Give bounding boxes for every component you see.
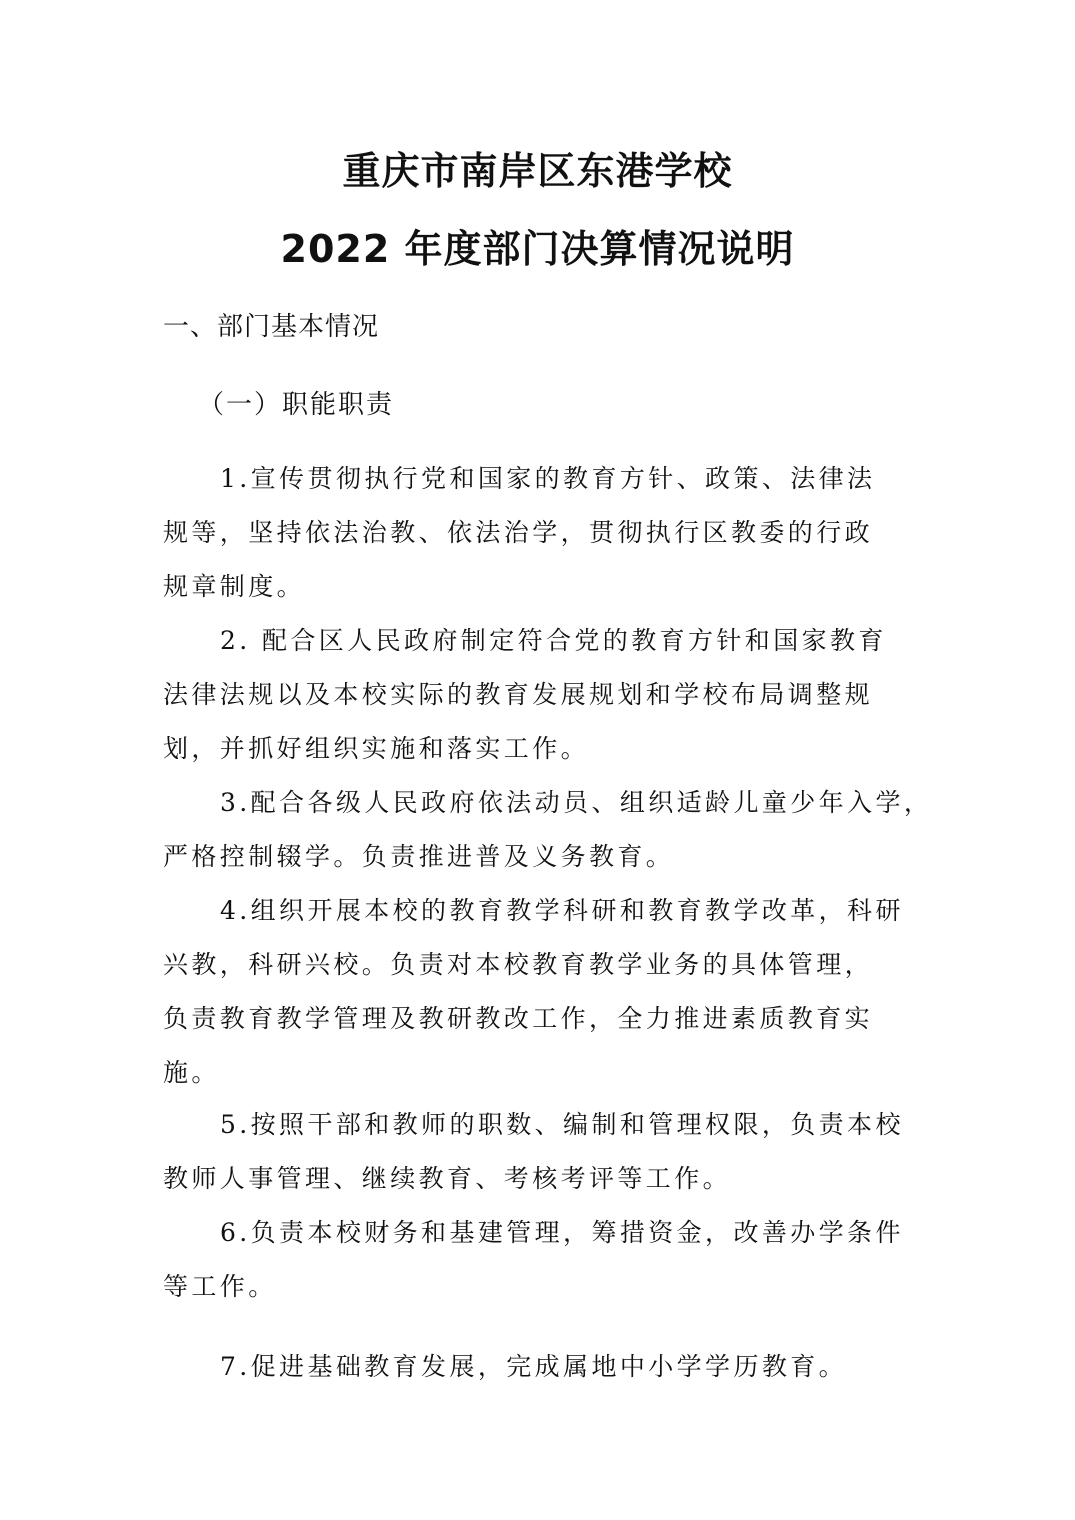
document-title-line-2: 2022 年度部门决算情况说明 [280, 227, 795, 271]
paragraph-1-line-1: 1.宣传贯彻执行党和国家的教育方针、政策、法律法 [220, 464, 876, 493]
paragraph-4-line-4: 施。 [163, 1058, 220, 1087]
paragraph-1-line-3: 规章制度。 [163, 572, 306, 601]
section-heading: 一、部门基本情况 [163, 312, 380, 342]
paragraph-7-line-1: 7.促进基础教育发展，完成属地中小学学历教育。 [220, 1352, 848, 1381]
paragraph-6-line-2: 等工作。 [163, 1272, 277, 1301]
paragraph-5-line-1: 5.按照干部和教师的职数、编制和管理权限，负责本校 [220, 1110, 904, 1139]
subsection-heading: （一）职能职责 [198, 390, 395, 420]
paragraph-3-line-2: 严格控制辍学。负责推进普及义务教育。 [163, 842, 675, 871]
paragraph-5-line-2: 教师人事管理、继续教育、考核考评等工作。 [163, 1164, 732, 1193]
paragraph-2-line-1: 2. 配合区人民政府制定符合党的教育方针和国家教育 [220, 626, 887, 655]
paragraph-6-line-1: 6.负责本校财务和基建管理，筹措资金，改善办学条件 [220, 1218, 904, 1247]
paragraph-4-line-2: 兴教，科研兴校。负责对本校教育教学业务的具体管理， [163, 950, 874, 979]
paragraph-2-line-2: 法律法规以及本校实际的教育发展规划和学校布局调整规 [163, 680, 874, 709]
paragraph-4-line-3: 负责教育教学管理及教研教改工作，全力推进素质教育实 [163, 1004, 874, 1033]
paragraph-3-line-1: 3.配合各级人民政府依法动员、组织适龄儿童少年入学， [220, 788, 933, 817]
paragraph-1-line-2: 规等，坚持依法治教、依法治学，贯彻执行区教委的行政 [163, 518, 874, 547]
paragraph-4-line-1: 4.组织开展本校的教育教学科研和教育教学改革，科研 [220, 896, 904, 925]
paragraph-2-line-3: 划，并抓好组织实施和落实工作。 [163, 734, 590, 763]
document-title-line-1: 重庆市南岸区东港学校 [342, 149, 733, 193]
